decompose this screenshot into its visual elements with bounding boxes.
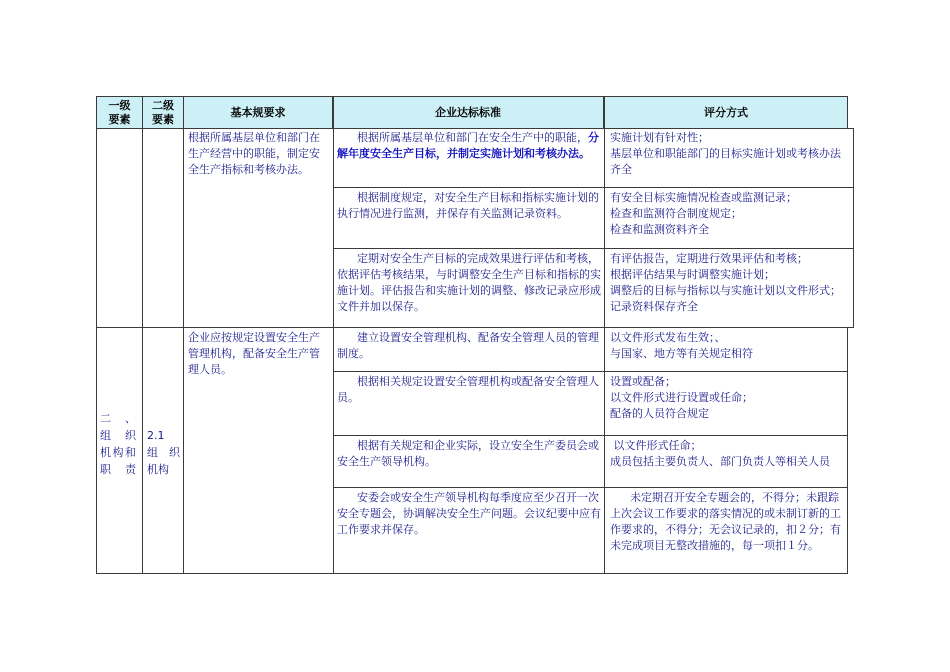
grid-line bbox=[97, 573, 848, 574]
block2-level1: 二 、 组 织 机 构 和 职 责 bbox=[100, 412, 136, 476]
grid-line bbox=[333, 371, 848, 372]
grid-line bbox=[333, 187, 854, 188]
grid-line bbox=[97, 327, 854, 328]
grid-line bbox=[847, 327, 848, 574]
block1-row1-standard: 根据所属基层单位和部门在安全生产中的职能，分解年度安全生产目标，并制定实施计划和考核办法。 bbox=[337, 131, 599, 160]
block1-row1-scoring: 实施计划有针对性； 基层单位和职能部门的目标实施计划或考核办法齐全 bbox=[610, 131, 841, 176]
block2-row2-standard: 根据相关规定设置安全管理机构或配备安全管理人员。 bbox=[337, 375, 599, 404]
block2-basic-requirement: 企业应按规定设置安全生产管理机构，配备安全生产管理人员。 bbox=[188, 331, 320, 376]
grid-line bbox=[604, 96, 605, 574]
block1-row2-standard: 根据制度规定，对安全生产目标和指标实施计划的执行情况进行监测，并保存有关监测记录资料。 bbox=[337, 191, 599, 220]
grid-line bbox=[853, 128, 854, 328]
block2-row3-standard: 根据有关规定和企业实际，设立安全生产委员会或安全生产领导机构。 bbox=[337, 439, 599, 468]
header-basic-requirement: 基本规要求 bbox=[184, 97, 333, 128]
grid-line bbox=[847, 96, 848, 128]
grid-line bbox=[96, 96, 97, 574]
grid-line bbox=[604, 128, 854, 129]
block1-row3-standard: 定期对安全生产目标的完成效果进行评估和考核，依据评估考核结果，与时调整安全生产目标和指标的实施计划。评估报告和实施计划的调整、修改记录应形成文件并加以保存。 bbox=[337, 252, 601, 313]
block2-level2: 2.1 组 织 机构 bbox=[147, 429, 180, 476]
grid-line bbox=[333, 96, 334, 574]
header-level1: 一级 要素 bbox=[97, 97, 143, 128]
block2-row4-scoring: 未定期召开安全专题会的，不得分；未跟踪上次会议工作要求的落实情况的或未制订新的工作要求的，不得分；无会议记录的，扣２分；有未完成项目无整改措施的，每一项扣１分。 bbox=[610, 491, 841, 552]
block1-basic-requirement: 根据所属基层单位和部门在生产经营中的职能，制定安全生产指标和考核办法。 bbox=[188, 131, 320, 176]
block2-row3-scoring: 以文件形式任命； 成员包括主要负责人、部门负责人等相关人员 bbox=[610, 439, 830, 468]
block2-row4-standard: 安委会或安全生产领导机构每季度应至少召开一次安全专题会，协调解决安全生产问题。会议纪要中应有工作要求并保存。 bbox=[337, 491, 601, 536]
block2-row1-scoring: 以文件形式发布生效；、 与国家、地方等有关规定相符 bbox=[610, 331, 753, 360]
grid-line bbox=[333, 487, 848, 488]
grid-line bbox=[142, 96, 143, 574]
grid-line bbox=[183, 96, 184, 574]
grid-line bbox=[333, 435, 848, 436]
grid-line bbox=[333, 248, 854, 249]
header-standard: 企业达标标准 bbox=[333, 97, 604, 128]
block1-row2-scoring: 有安全目标实施情况检查或监测记录； 检查和监测符合制度规定； 检查和监测资料齐全 bbox=[610, 191, 797, 236]
block1-row3-scoring: 有评估报告，定期进行效果评估和考核； 根据评估结果与时调整实施计划； 调整后的目标与指标以与实施计划以文件形式； 记录资料保存齐全 bbox=[610, 252, 841, 313]
header-scoring: 评分方式 bbox=[604, 97, 848, 128]
header-level2: 二级 要素 bbox=[143, 97, 184, 128]
block2-row2-scoring: 设置或配备； 以文件形式进行设置或任命； 配备的人员符合规定 bbox=[610, 375, 753, 420]
grid-line bbox=[97, 96, 848, 97]
block2-row1-standard: 建立设置安全管理机构、配备安全管理人员的管理制度。 bbox=[337, 331, 599, 360]
